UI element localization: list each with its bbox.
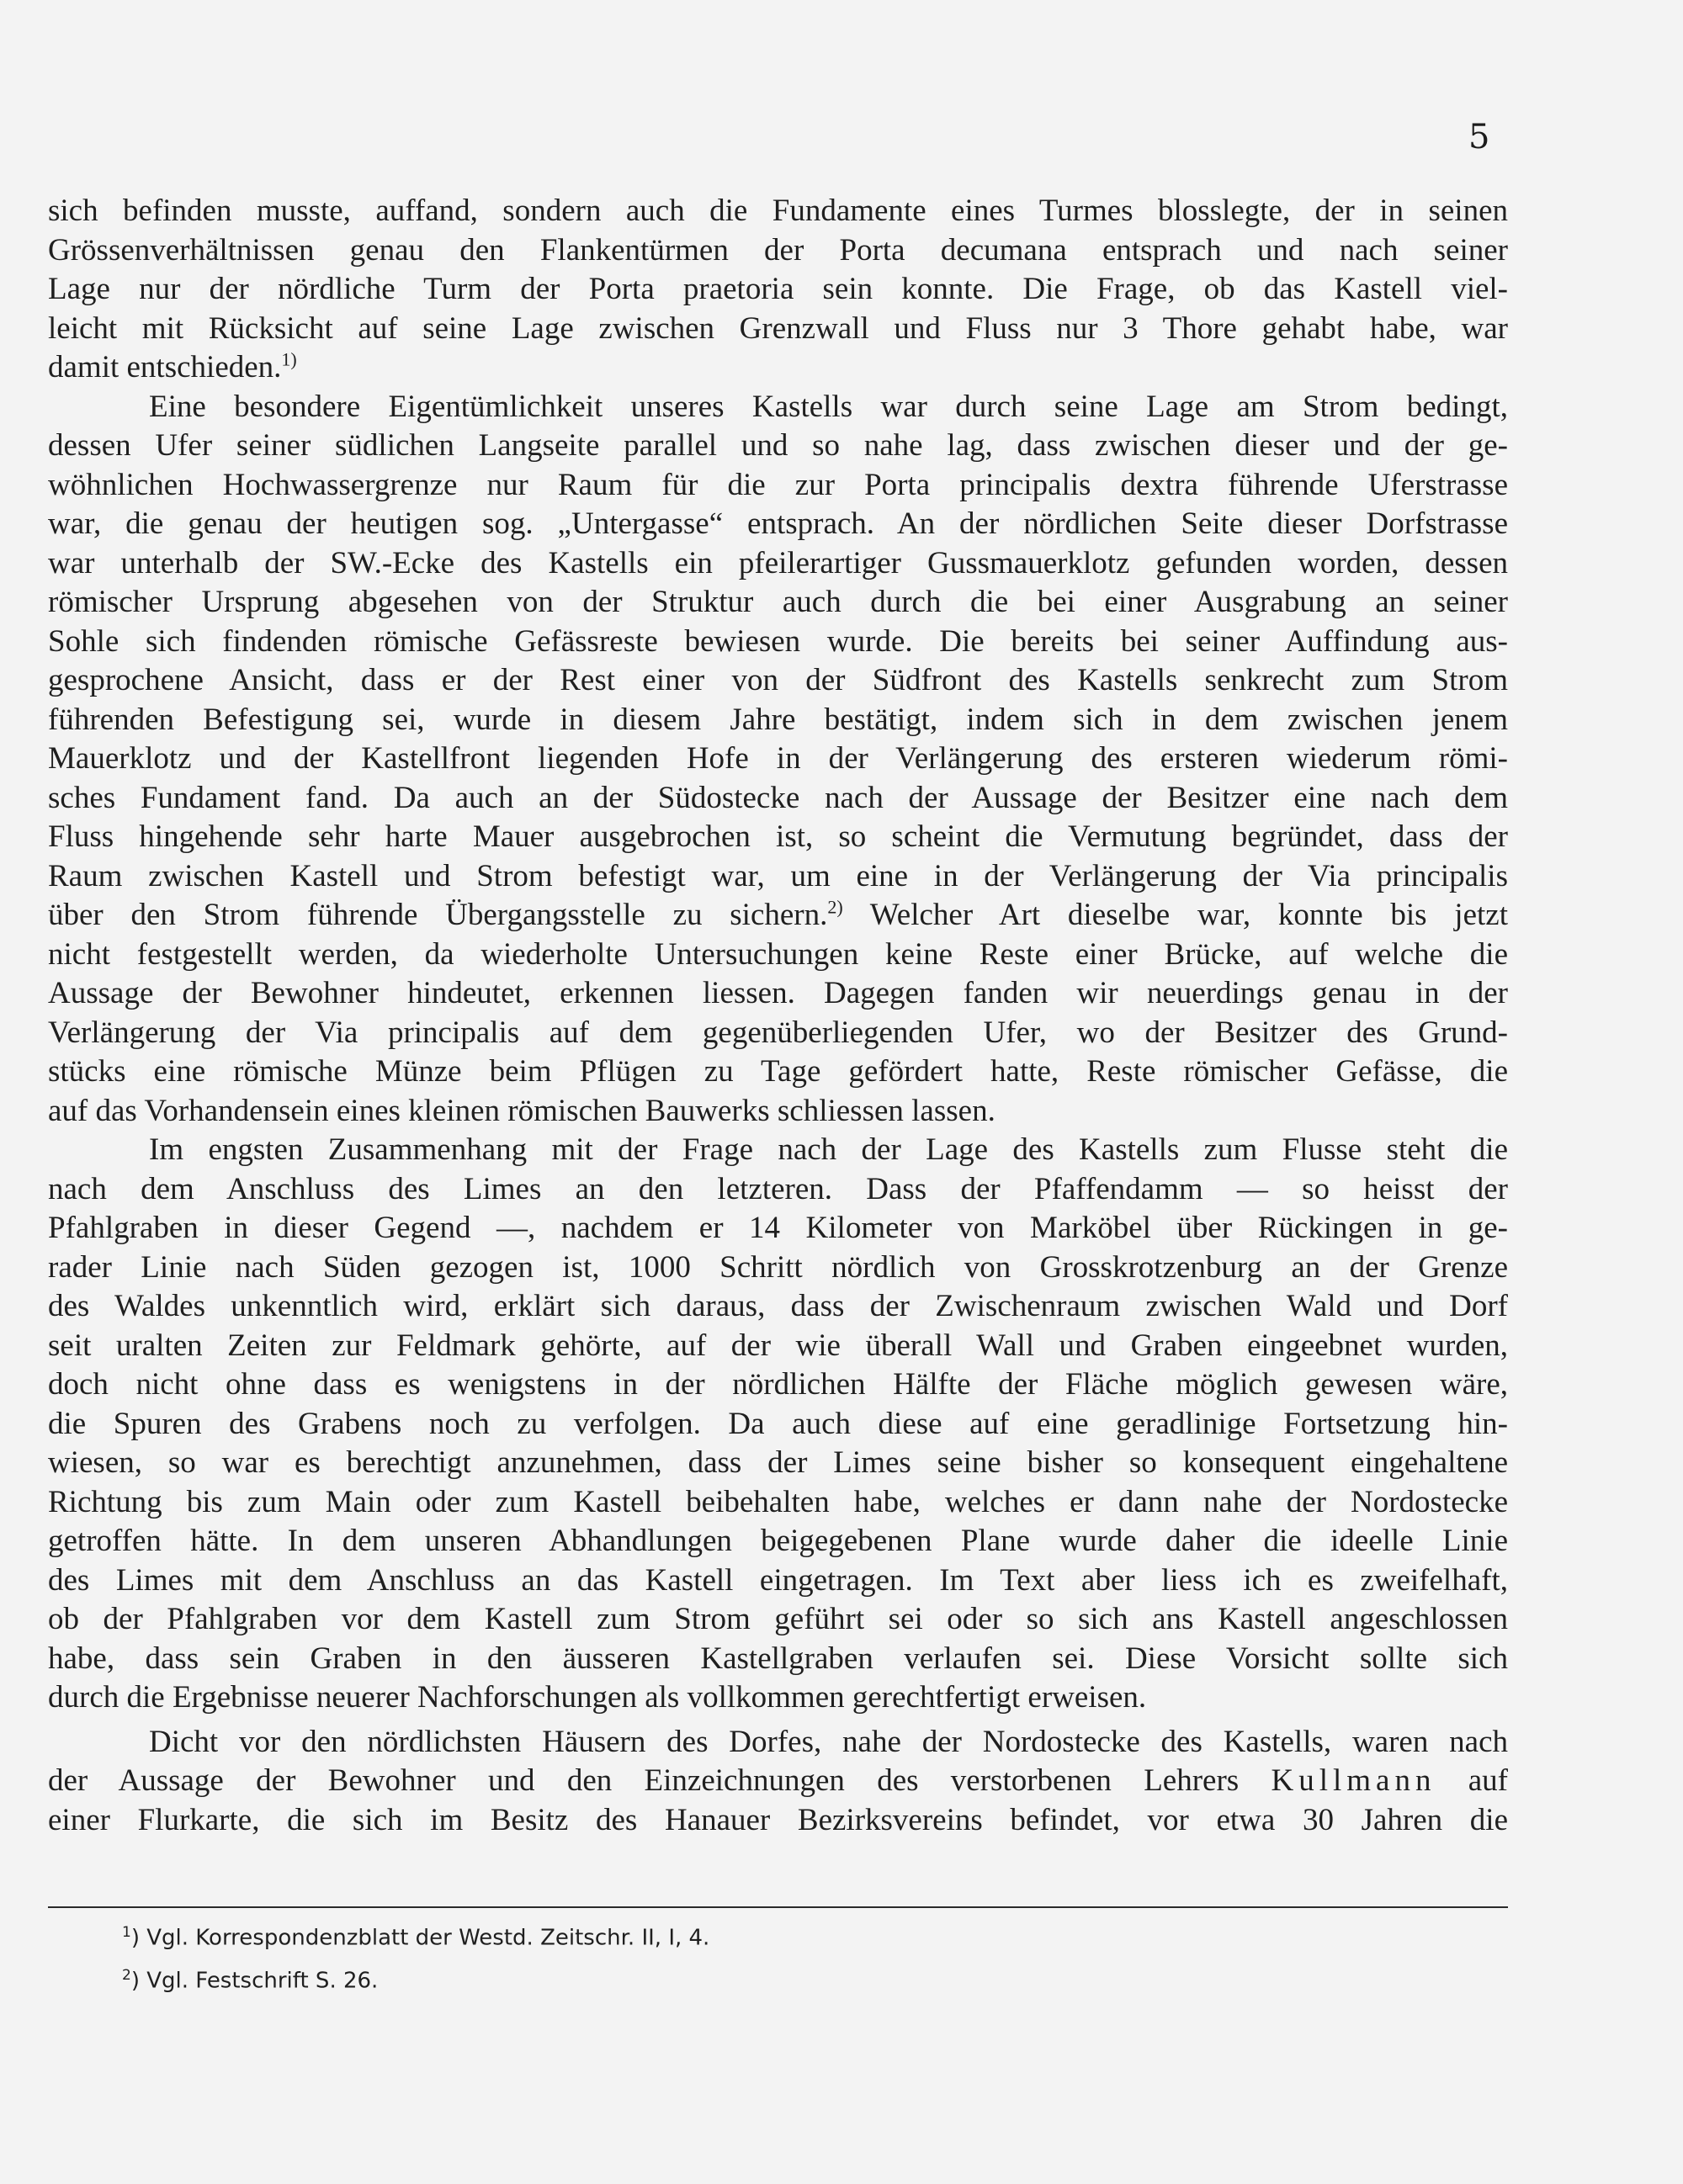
text-line: seit uralten Zeiten zur Feldmark gehörte, auf der wie überall Wall und Graben eingeebnet wurden, <box>48 1328 1508 1363</box>
text-line: wiesen, so war es berechtigt anzunehmen, dass der Limes seine bisher so konsequent eingehaltene <box>48 1445 1508 1480</box>
text-line: Richtung bis zum Main oder zum Kastell beibehalten habe, welches er dann nahe der Nordostecke <box>48 1484 1508 1519</box>
text-line: Lage nur der nördliche Turm der Porta praetoria sein konnte. Die Frage, ob das Kastell viel- <box>48 272 1508 306</box>
page-number: 5 <box>1468 118 1490 156</box>
text-line: Pfahlgraben in dieser Gegend —, nachdem er 14 Kilometer von Marköbel über Rückingen in ge- <box>48 1211 1508 1245</box>
text-line: Aussage der Bewohner hindeutet, erkennen liessen. Dagegen fanden wir neuerdings genau in der <box>48 976 1508 1010</box>
text-line: führenden Befestigung sei, wurde in diesem Jahre bestätigt, indem sich in dem zwischen jenem <box>48 702 1508 737</box>
footnote-divider <box>48 1906 1508 1908</box>
text-line: Fluss hingehende sehr harte Mauer ausgebrochen ist, so scheint die Vermutung begründet, dass der <box>48 819 1508 854</box>
text-line: Grössenverhältnissen genau den Flankentürmen der Porta decumana entsprach und nach seiner <box>48 232 1508 268</box>
text-line: Im engsten Zusammenhang mit der Frage nach der Lage des Kastells zum Flusse steht die <box>149 1132 1508 1167</box>
text-line: Raum zwischen Kastell und Strom befestigt war, um eine in der Verlängerung der Via principalis <box>48 858 1508 893</box>
text-line: römischer Ursprung abgesehen von der Struktur auch durch die bei einer Ausgrabung an seiner <box>48 585 1508 619</box>
text-line: nicht festgestellt werden, da wiederholte Untersuchungen keine Reste einer Brücke, auf welche die <box>48 936 1508 972</box>
text-line <box>48 348 1508 388</box>
body-text <box>48 192 1508 1840</box>
text-line: war unterhalb der SW.-Ecke des Kastells ein pfeilerartiger Gussmauerklotz gefunden worden, dessen <box>48 545 1508 580</box>
text-line: auf das Vorhandensein eines kleinen römischen Bauwerks schliessen lassen. <box>48 1093 995 1128</box>
text-line: Eine besondere Eigentümlichkeit unseres Kastells war durch seine Lage am Strom bedingt, <box>149 389 1508 424</box>
text-fragment: damit entschieden. <box>48 350 282 384</box>
footnote <box>122 1914 709 1957</box>
text-line: sches Fundament fand. Da auch an der Südostecke nach der Aussage der Besitzer eine nach dem <box>48 780 1508 815</box>
text-fragment: auf <box>1436 1763 1509 1798</box>
text-fragment: über den Strom führende Übergangsstelle zu sichern. <box>48 898 828 932</box>
text-line: doch nicht ohne dass es wenigstens in der nördlichen Hälfte der Fläche möglich gewesen wäre, <box>48 1367 1508 1402</box>
paragraph-2 <box>48 388 1508 1132</box>
text-line: die Spuren des Grabens noch zu verfolgen. Da auch diese auf eine geradlinige Fortsetzung hin- <box>48 1406 1508 1441</box>
person-name: Kullmann <box>1271 1763 1436 1798</box>
text-line: ob der Pfahlgraben vor dem Kastell zum Strom geführt sei oder so sich ans Kastell angeschlossen <box>48 1602 1508 1636</box>
text-line: getroffen hätte. In dem unseren Abhandlungen beigegebenen Plane wurde daher die ideelle Linie <box>48 1524 1508 1558</box>
text-line: leicht mit Rücksicht auf seine Lage zwischen Grenzwall und Fluss nur 3 Thore gehabt habe, war <box>48 310 1508 346</box>
text-line: des Waldes unkenntlich wird, erklärt sich daraus, dass der Zwischenraum zwischen Wald und Dorf <box>48 1289 1508 1323</box>
text-line: wöhnlichen Hochwassergrenze nur Raum für die zur Porta principalis dextra führende Uferstrasse <box>48 467 1508 502</box>
paragraph-1 <box>48 192 1508 388</box>
footnote-text: ) Vgl. Festschrift S. 26. <box>130 1968 379 1994</box>
text-line: Sohle sich findenden römische Gefässreste bewiesen wurde. Die bereits bei seiner Auffindung aus- <box>48 623 1508 659</box>
footnotes <box>122 1914 709 1999</box>
text-line: rader Linie nach Süden gezogen ist, 1000 Schritt nördlich von Grosskrotzenburg an der Grenze <box>48 1249 1508 1285</box>
text-line: Dicht vor den nördlichsten Häusern des Dorfes, nahe der Nordostecke des Kastells, waren nach <box>149 1724 1508 1759</box>
footnote-mark: 2 <box>122 1966 131 1984</box>
text-line <box>48 896 1508 936</box>
text-line: einer Flurkarte, die sich im Besitz des Hanauer Bezirksvereins befindet, vor etwa 30 Jahren die <box>48 1802 1508 1837</box>
footnote-ref: 1) <box>281 348 297 370</box>
footnote-text: ) Vgl. Korrespondenzblatt der Westd. Zeitschr. II, I, 4. <box>130 1925 710 1951</box>
paragraph-3 <box>48 1131 1508 1718</box>
text-line: habe, dass sein Graben in den äusseren Kastellgraben verlaufen sei. Diese Vorsicht sollte sich <box>48 1641 1508 1676</box>
text-line: war, die genau der heutigen sog. „Untergasse“ entsprach. An der nördlichen Seite dieser Dorfstrasse <box>48 506 1508 541</box>
text-line: nach dem Anschluss des Limes an den letzteren. Dass der Pfaffendamm — so heisst der <box>48 1171 1508 1206</box>
text-line: stücks eine römische Münze beim Pflügen zu Tage gefördert hatte, Reste römischer Gefässe, die <box>48 1054 1508 1089</box>
text-line: gesprochene Ansicht, dass er der Rest einer von der Südfront des Kastells senkrecht zum Strom <box>48 663 1508 697</box>
text-fragment: Welcher Art dieselbe war, konnte bis jetzt <box>842 898 1508 932</box>
footnote <box>122 1957 709 2000</box>
text-line: dessen Ufer seiner südlichen Langseite parallel und so nahe lag, dass zwischen dieser und der ge- <box>48 428 1508 463</box>
paragraph-4 <box>48 1723 1508 1841</box>
footnote-mark: 1 <box>122 1924 131 1941</box>
text-line: Mauerklotz und der Kastellfront liegenden Hofe in der Verlängerung des ersteren wiederum römi- <box>48 741 1508 776</box>
footnote-ref: 2) <box>827 896 843 918</box>
text-line: durch die Ergebnisse neuerer Nachforschungen als vollkommen gerechtfertigt erweisen. <box>48 1680 1147 1715</box>
text-line: sich befinden musste, auffand, sondern auch die Fundamente eines Turmes blosslegte, der in seinen <box>48 193 1508 228</box>
text-line: Verlängerung der Via principalis auf dem gegenüberliegenden Ufer, wo der Besitzer des Grund- <box>48 1015 1508 1050</box>
text-fragment: der Aussage der Bewohner und den Einzeichnungen des verstorbenen Lehrers <box>48 1763 1240 1798</box>
text-line: des Limes mit dem Anschluss an das Kastell eingetragen. Im Text aber liess ich es zweifelhaft, <box>48 1562 1508 1598</box>
text-line <box>48 1762 1508 1801</box>
